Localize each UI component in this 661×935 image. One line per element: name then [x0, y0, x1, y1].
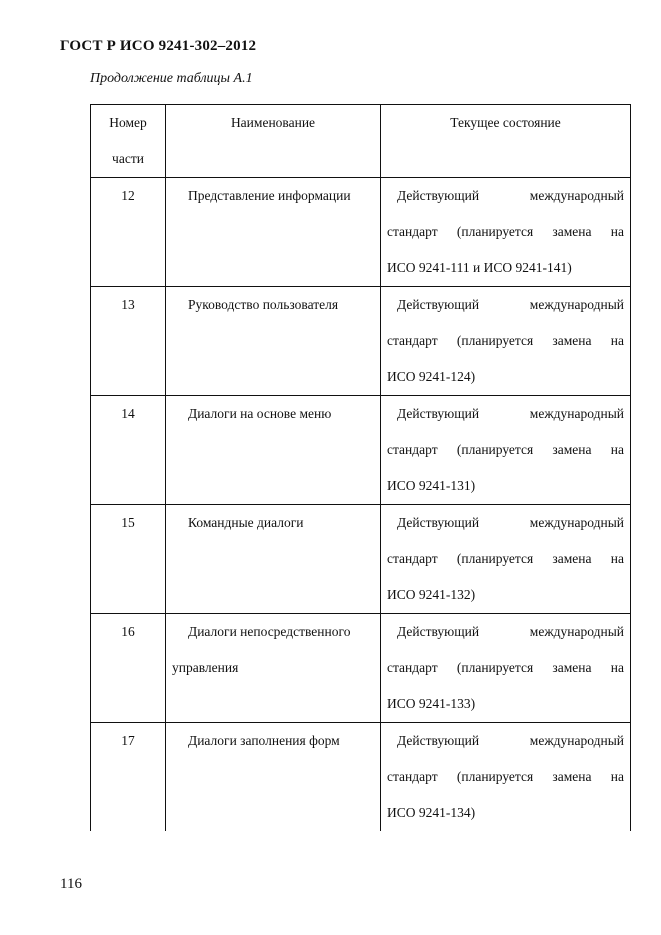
status-line: ИСО 9241-124) [387, 369, 476, 384]
page-number: 116 [60, 876, 82, 892]
table-row [91, 287, 631, 396]
table-row [91, 614, 631, 723]
part-number: 12 [91, 178, 166, 287]
status-line: стандарт (планируется замена на [387, 224, 624, 239]
status-line: стандарт (планируется замена на [387, 333, 624, 348]
status-line: Действующий международный [397, 515, 624, 530]
part-status [381, 178, 631, 287]
status-line: ИСО 9241-133) [387, 696, 476, 711]
column-header-name: Наименование [166, 105, 381, 178]
part-number: 16 [91, 614, 166, 723]
status-line: Действующий международный [397, 733, 624, 748]
part-number: 15 [91, 505, 166, 614]
part-status [381, 723, 631, 832]
status-line: Действующий международный [397, 624, 624, 639]
part-number: 14 [91, 396, 166, 505]
part-status [381, 396, 631, 505]
table-row [91, 396, 631, 505]
table-caption: Продолжение таблицы А.1 [90, 71, 253, 86]
part-name: Диалоги непосредственного управления [166, 614, 381, 723]
part-status [381, 287, 631, 396]
part-number: 13 [91, 287, 166, 396]
column-header-number: Номер части [91, 105, 166, 178]
table-row [91, 505, 631, 614]
part-name: Командные диалоги [166, 505, 381, 614]
part-name: Диалоги заполнения форм [166, 723, 381, 832]
part-name: Диалоги на основе меню [166, 396, 381, 505]
status-line: стандарт (планируется замена на [387, 442, 624, 457]
status-line: стандарт (планируется замена на [387, 660, 624, 675]
status-line: Действующий международный [397, 188, 624, 203]
table-row [91, 723, 631, 832]
status-line: стандарт (планируется замена на [387, 551, 624, 566]
table-header-row [91, 105, 631, 178]
status-line: ИСО 9241-111 и ИСО 9241-141) [387, 260, 572, 275]
status-line: ИСО 9241-131) [387, 478, 476, 493]
column-header-status: Текущее состояние [381, 105, 631, 178]
status-line: ИСО 9241-132) [387, 587, 476, 602]
part-status [381, 505, 631, 614]
status-line: Действующий международный [397, 297, 624, 312]
part-name: Представление информации [166, 178, 381, 287]
standards-table [90, 104, 631, 831]
part-name: Руководство пользователя [166, 287, 381, 396]
table-row [91, 178, 631, 287]
part-number: 17 [91, 723, 166, 832]
status-line: Действующий международный [397, 406, 624, 421]
status-line: стандарт (планируется замена на [387, 769, 624, 784]
document-header: ГОСТ Р ИСО 9241-302–2012 [60, 38, 257, 54]
part-status [381, 614, 631, 723]
status-line: ИСО 9241-134) [387, 805, 476, 820]
